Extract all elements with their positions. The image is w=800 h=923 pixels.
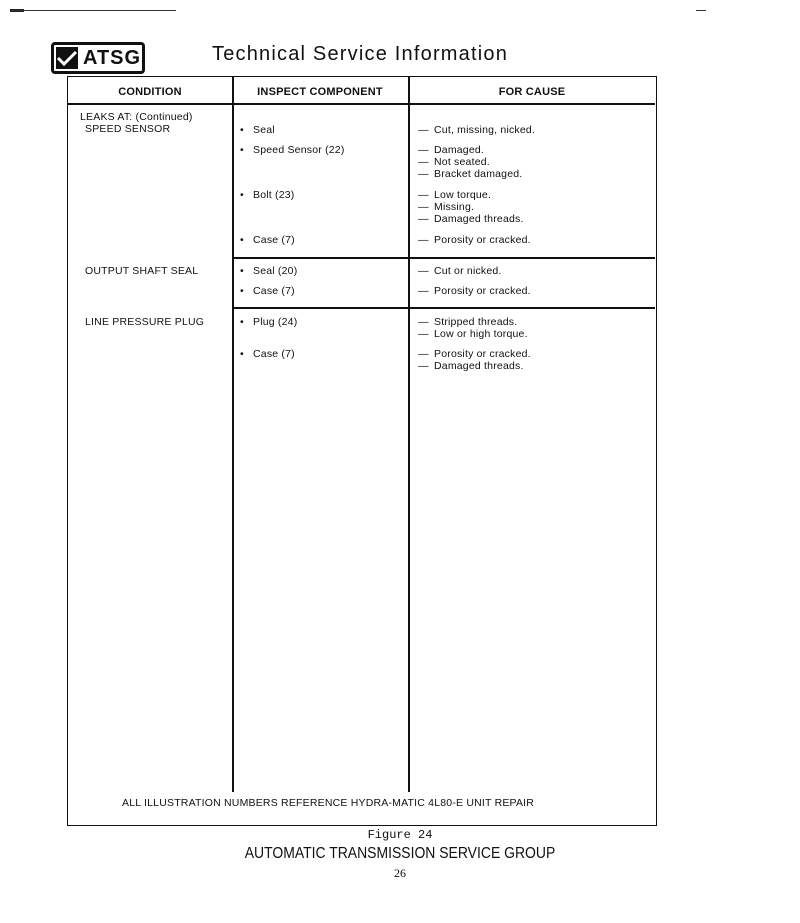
checkmark-icon (56, 47, 78, 69)
dash-icon: — (418, 316, 429, 328)
bullet-icon: • (240, 285, 244, 297)
condition-text: OUTPUT SHAFT SEAL (85, 265, 199, 277)
atsg-logo (51, 42, 145, 74)
bullet-icon: • (240, 348, 244, 360)
reference-footnote: ALL ILLUSTRATION NUMBERS REFERENCE HYDRA-MATIC 4L80-E UNIT REPAIR (122, 797, 535, 809)
bullet-icon: • (240, 234, 244, 246)
column-header-condition: CONDITION (118, 86, 182, 98)
cause-text: Cut, missing, nicked. (434, 124, 536, 136)
footer-group-name: AUTOMATIC TRANSMISSION SERVICE GROUP (244, 845, 556, 862)
bullet-icon: • (240, 144, 244, 156)
header-rule (68, 103, 655, 105)
cause-text: Stripped threads. (434, 316, 518, 328)
component-name: Seal (253, 124, 275, 136)
cause-text: Low torque. (434, 189, 492, 201)
figure-caption: Figure 24 (367, 828, 433, 842)
dash-icon: — (418, 156, 429, 168)
scan-mark-right (696, 10, 706, 11)
component-name: Case (7) (253, 285, 295, 297)
page-title: Technical Service Information (212, 43, 509, 65)
bullet-icon: • (240, 316, 244, 328)
bullet-icon: • (240, 189, 244, 201)
cause-text: Low or high torque. (434, 328, 528, 340)
dash-icon: — (418, 328, 429, 340)
diagnosis-table (67, 76, 657, 826)
dash-icon: — (418, 124, 429, 136)
dash-icon: — (418, 213, 429, 225)
group-separator (232, 257, 655, 259)
cause-text: Not seated. (434, 156, 490, 168)
column-header-for-cause: FOR CAUSE (498, 86, 566, 98)
dash-icon: — (418, 234, 429, 246)
condition-text: SPEED SENSOR (85, 123, 171, 135)
dash-icon: — (418, 265, 429, 277)
condition-text: LEAKS AT: (Continued) (80, 111, 193, 123)
page-number: 26 (394, 866, 406, 880)
cause-text: Porosity or cracked. (434, 348, 531, 360)
column-header-inspect-component: INSPECT COMPONENT (257, 86, 383, 98)
cause-text: Damaged. (434, 144, 485, 156)
component-name: Case (7) (253, 234, 295, 246)
cause-text: Bracket damaged. (434, 168, 523, 180)
cause-text: Damaged threads. (434, 213, 524, 225)
bullet-icon: • (240, 124, 244, 136)
dash-icon: — (418, 168, 429, 180)
dash-icon: — (418, 144, 429, 156)
dash-icon: — (418, 360, 429, 372)
cause-text: Missing. (434, 201, 475, 213)
cause-text: Porosity or cracked. (434, 285, 531, 297)
column-divider (232, 77, 234, 792)
top-rule (10, 10, 176, 11)
dash-icon: — (418, 201, 429, 213)
bullet-icon: • (240, 265, 244, 277)
component-name: Case (7) (253, 348, 295, 360)
logo-text: ATSG (83, 47, 142, 69)
column-divider (408, 77, 410, 792)
cause-text: Porosity or cracked. (434, 234, 531, 246)
cause-text: Cut or nicked. (434, 265, 502, 277)
dash-icon: — (418, 189, 429, 201)
group-separator (232, 307, 655, 309)
component-name: Plug (24) (253, 316, 298, 328)
dash-icon: — (418, 348, 429, 360)
component-name: Speed Sensor (22) (253, 144, 345, 156)
component-name: Bolt (23) (253, 189, 295, 201)
component-name: Seal (20) (253, 265, 298, 277)
cause-text: Damaged threads. (434, 360, 524, 372)
dash-icon: — (418, 285, 429, 297)
condition-text: LINE PRESSURE PLUG (85, 316, 205, 328)
